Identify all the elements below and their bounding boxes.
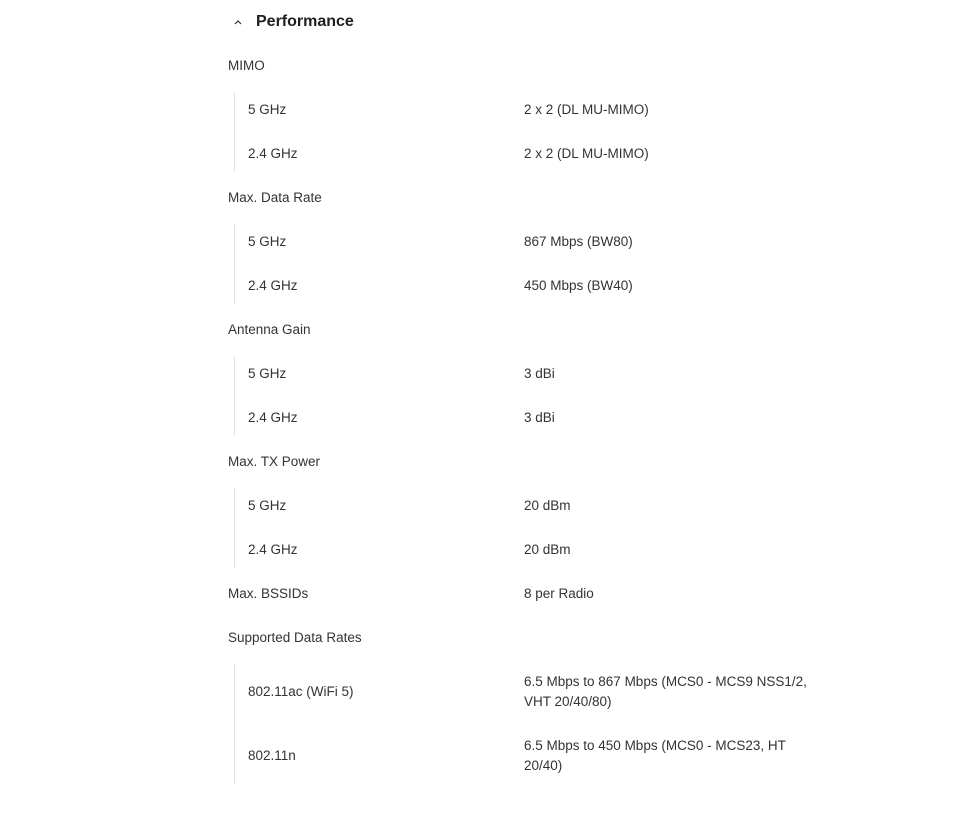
spec-group-supported-data-rates [228, 616, 828, 788]
spec-value: 450 Mbps (BW40) [524, 278, 633, 293]
spec-row [228, 132, 828, 176]
spec-group-label: Supported Data Rates [228, 630, 362, 645]
spec-label: 5 GHz [248, 102, 287, 117]
spec-group-max-bssids [228, 572, 828, 616]
spec-value: 6.5 Mbps to 450 Mbps (MCS0 - MCS23, HT 20/40) [524, 738, 786, 773]
spec-label: 802.11ac (WiFi 5) [248, 684, 354, 699]
spec-group-label: MIMO [228, 58, 265, 73]
spec-label: 2.4 GHz [248, 278, 298, 293]
spec-group-label: Max. Data Rate [228, 190, 322, 205]
spec-label: 5 GHz [248, 498, 287, 513]
spec-row [228, 220, 828, 264]
spec-value: 3 dBi [524, 410, 555, 425]
spec-group-label: Max. BSSIDs [228, 586, 309, 601]
spec-label: 802.11n [248, 748, 296, 763]
spec-value: 20 dBm [524, 498, 571, 513]
spec-label: 5 GHz [248, 366, 287, 381]
spec-row [228, 264, 828, 308]
spec-value: 867 Mbps (BW80) [524, 234, 633, 249]
spec-group-max-data-rate [228, 176, 828, 308]
performance-section-header[interactable] [228, 0, 828, 44]
spec-row [228, 528, 828, 572]
section-title: Performance [256, 13, 354, 30]
spec-group-label: Antenna Gain [228, 322, 311, 337]
chevron-up-icon[interactable] [232, 16, 244, 28]
spec-group-antenna-gain [228, 308, 828, 440]
spec-row [228, 396, 828, 440]
spec-row [228, 660, 828, 724]
spec-row [228, 88, 828, 132]
spec-row [228, 724, 828, 788]
spec-value: 8 per Radio [524, 586, 594, 601]
spec-group-max-tx-power [228, 440, 828, 572]
spec-label: 2.4 GHz [248, 146, 298, 161]
performance-section [228, 0, 828, 788]
spec-group-label: Max. TX Power [228, 454, 321, 469]
spec-value: 20 dBm [524, 542, 571, 557]
spec-value: 3 dBi [524, 366, 555, 381]
spec-group-mimo [228, 44, 828, 176]
spec-value: 2 x 2 (DL MU-MIMO) [524, 146, 649, 161]
spec-label: 2.4 GHz [248, 410, 298, 425]
spec-label: 2.4 GHz [248, 542, 298, 557]
spec-row [228, 352, 828, 396]
spec-value: 6.5 Mbps to 867 Mbps (MCS0 - MCS9 NSS1/2, VHT 20/40/80) [524, 674, 807, 709]
spec-row [228, 484, 828, 528]
spec-value: 2 x 2 (DL MU-MIMO) [524, 102, 649, 117]
spec-label: 5 GHz [248, 234, 287, 249]
